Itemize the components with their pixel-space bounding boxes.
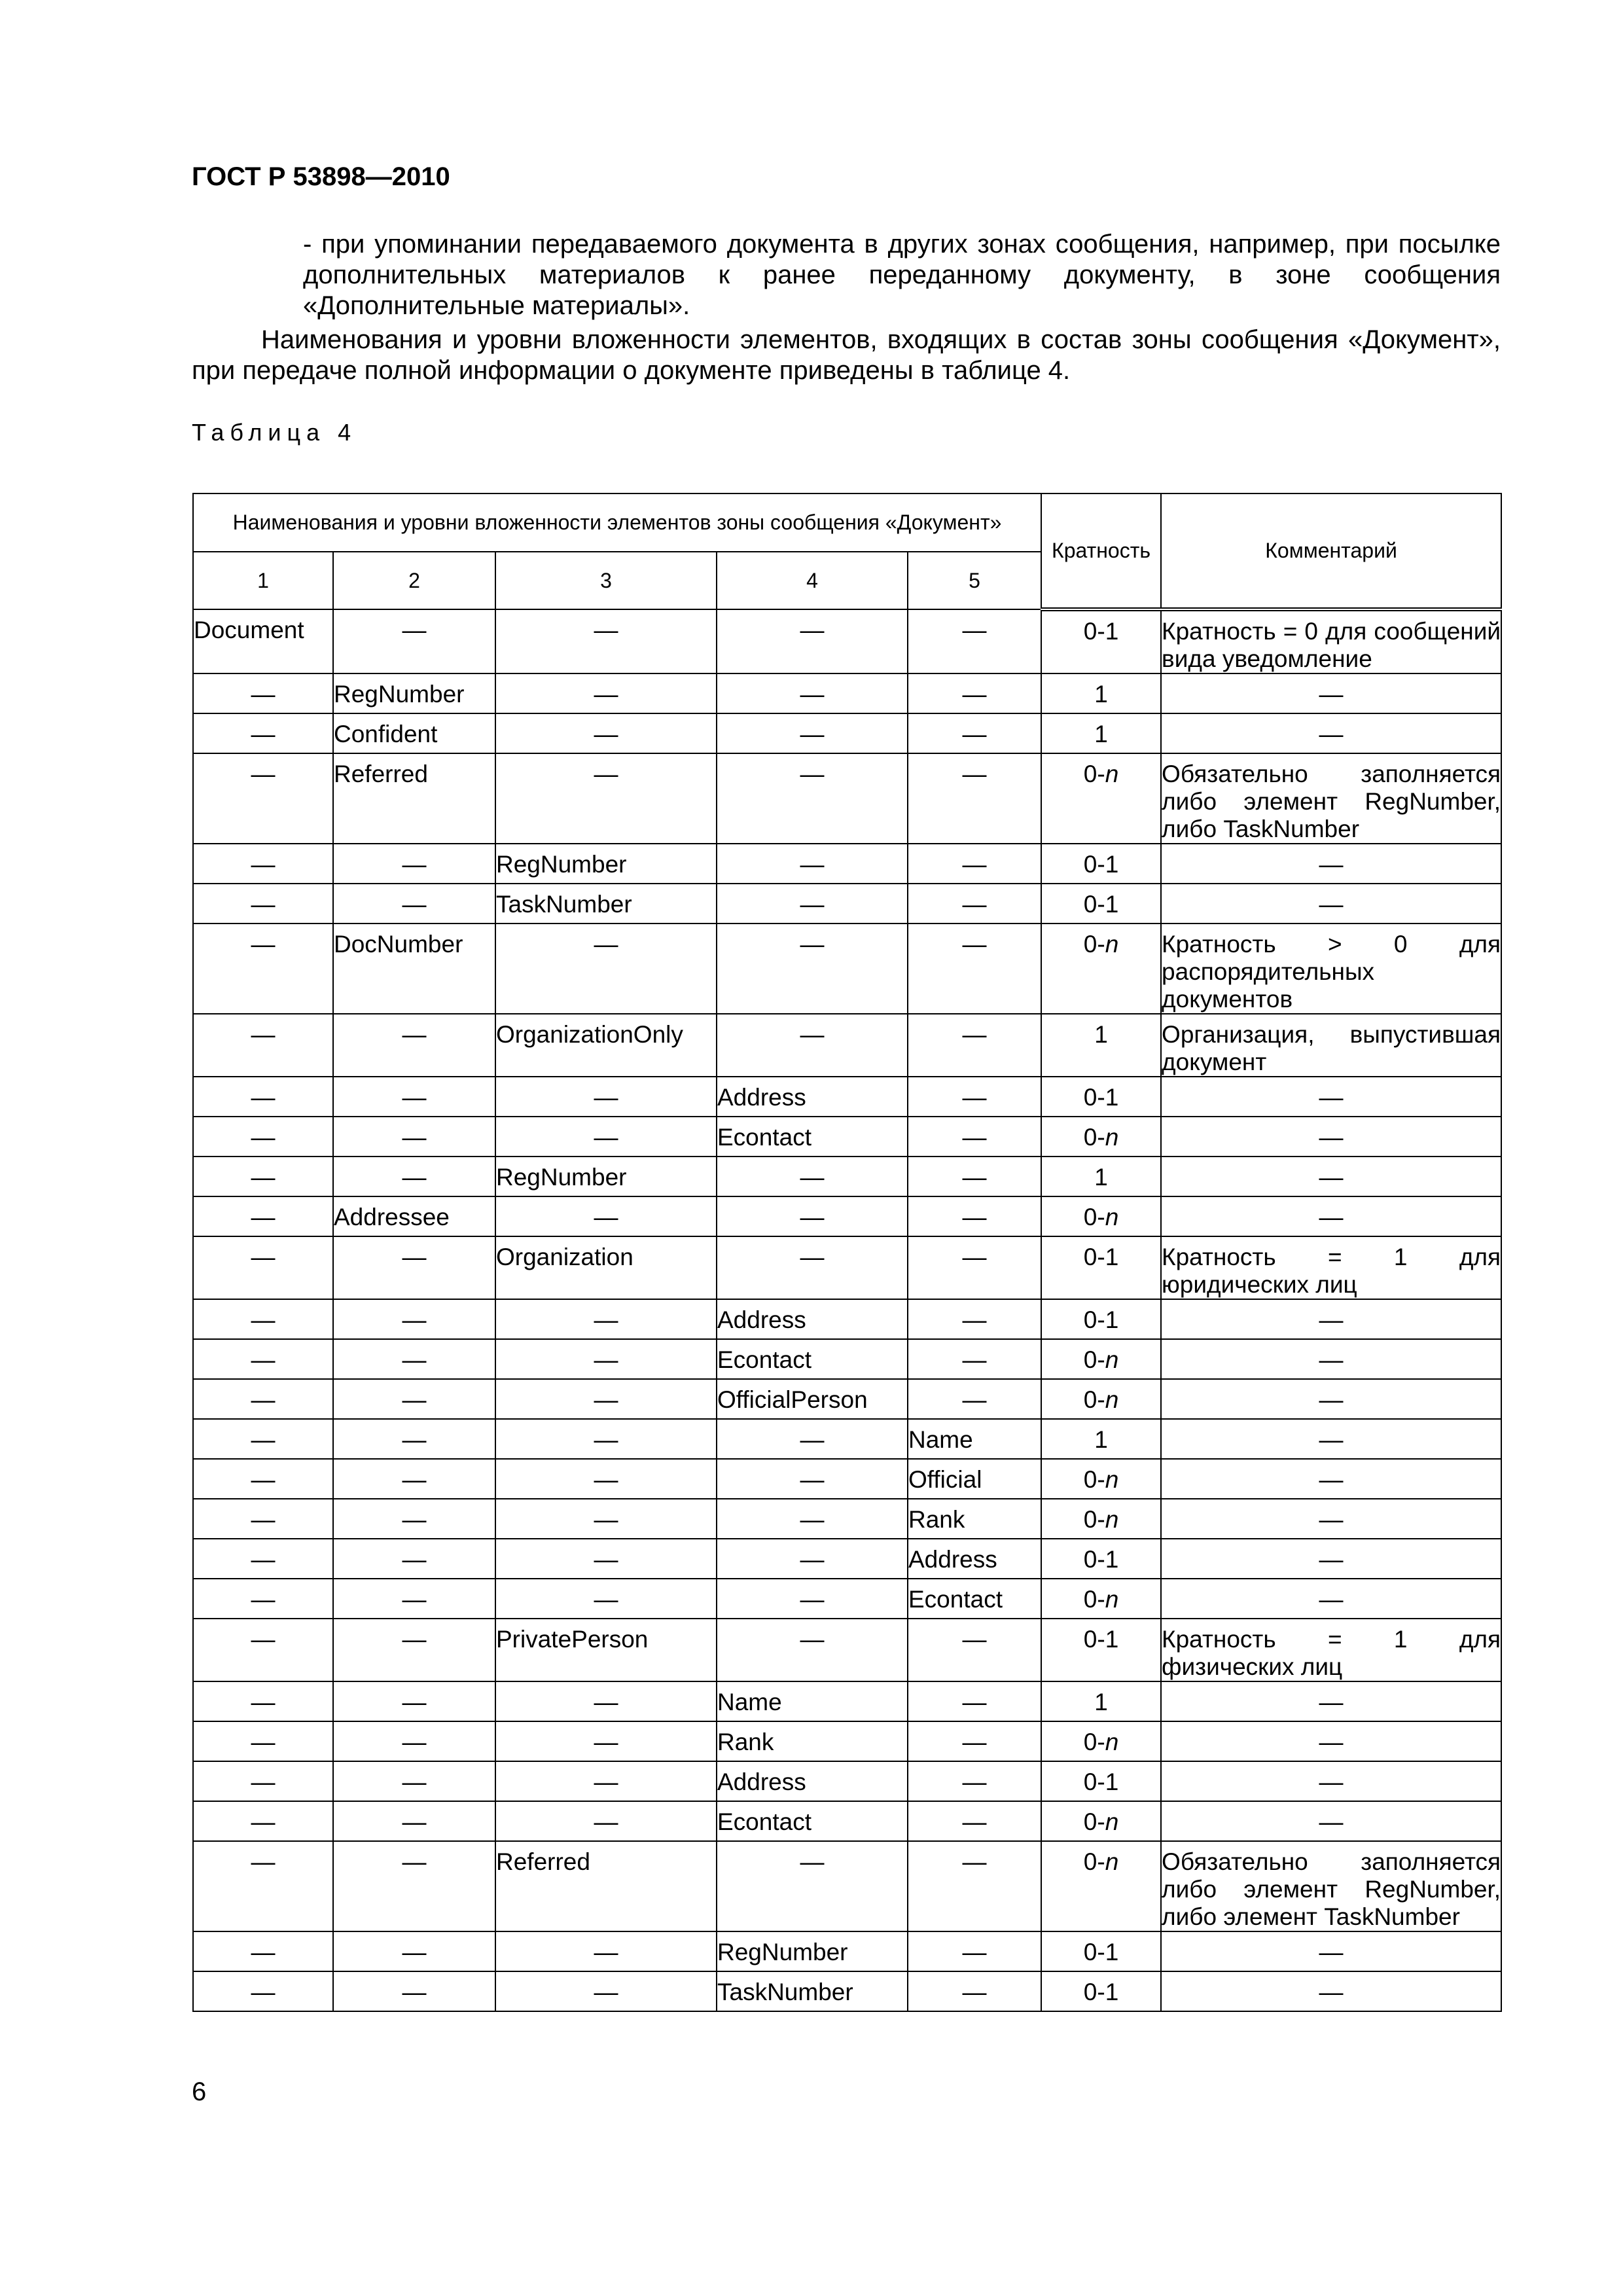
- dash-cell: —: [333, 609, 495, 673]
- table-row: [193, 1014, 1501, 1077]
- table-row: [193, 1117, 1501, 1157]
- element-name: TaskNumber: [495, 884, 717, 924]
- comment-cell: —: [1161, 1157, 1501, 1196]
- dash-cell: —: [908, 1619, 1041, 1681]
- dash-cell: —: [495, 1379, 717, 1419]
- dash-cell: —: [333, 1157, 495, 1196]
- table-row: [193, 1801, 1501, 1841]
- dash-cell: —: [193, 673, 333, 713]
- multiplicity-cell: 1: [1041, 713, 1161, 753]
- dash-cell: —: [193, 1931, 333, 1971]
- dash-cell: —: [333, 1721, 495, 1761]
- multiplicity-cell: 0-n: [1041, 1499, 1161, 1539]
- dash-cell: —: [495, 1419, 717, 1459]
- table-row: [193, 1236, 1501, 1299]
- element-name: Rank: [717, 1721, 908, 1761]
- dash-cell: —: [908, 1721, 1041, 1761]
- table-row: [193, 609, 1501, 673]
- comment-cell: —: [1161, 673, 1501, 713]
- element-name: Addressee: [333, 1196, 495, 1236]
- dash-cell: —: [333, 1761, 495, 1801]
- dash-cell: —: [333, 1801, 495, 1841]
- element-name: OrganizationOnly: [495, 1014, 717, 1077]
- table-row: [193, 1196, 1501, 1236]
- dash-cell: —: [193, 1721, 333, 1761]
- dash-cell: —: [717, 673, 908, 713]
- dash-cell: —: [908, 1014, 1041, 1077]
- table-row: [193, 1499, 1501, 1539]
- element-name: Address: [908, 1539, 1041, 1579]
- comment-cell: —: [1161, 713, 1501, 753]
- multiplicity-cell: 0-n: [1041, 1379, 1161, 1419]
- element-name: RegNumber: [495, 844, 717, 884]
- dash-cell: —: [193, 924, 333, 1014]
- dash-cell: —: [495, 1971, 717, 2011]
- dash-cell: —: [193, 1579, 333, 1619]
- dash-cell: —: [908, 1761, 1041, 1801]
- dash-cell: —: [333, 1971, 495, 2011]
- table-row: [193, 1379, 1501, 1419]
- multiplicity-cell: 1: [1041, 1419, 1161, 1459]
- multiplicity-header: Кратность: [1041, 493, 1161, 609]
- dash-cell: —: [193, 1117, 333, 1157]
- dash-cell: —: [193, 1236, 333, 1299]
- comment-cell: —: [1161, 1459, 1501, 1499]
- dash-cell: —: [908, 1157, 1041, 1196]
- dash-cell: —: [908, 1801, 1041, 1841]
- element-name: Name: [908, 1419, 1041, 1459]
- dash-cell: —: [495, 1681, 717, 1721]
- multiplicity-cell: 0-n: [1041, 924, 1161, 1014]
- dash-cell: —: [193, 713, 333, 753]
- comment-cell: Организация, выпустившая документ: [1161, 1014, 1501, 1077]
- comment-cell: —: [1161, 1579, 1501, 1619]
- multiplicity-cell: 0-n: [1041, 1579, 1161, 1619]
- comment-header: Комментарий: [1161, 493, 1501, 609]
- dash-cell: —: [193, 1157, 333, 1196]
- element-name: Document: [193, 609, 333, 673]
- dash-cell: —: [717, 1619, 908, 1681]
- group-header: Наименования и уровни вложенности элементов зоны сообщения «Документ»: [193, 493, 1041, 552]
- multiplicity-cell: 0-1: [1041, 844, 1161, 884]
- dash-cell: —: [193, 753, 333, 844]
- element-name: Econtact: [717, 1801, 908, 1841]
- dash-cell: —: [333, 1499, 495, 1539]
- dash-cell: —: [333, 1539, 495, 1579]
- dash-cell: —: [717, 844, 908, 884]
- dash-cell: —: [193, 1299, 333, 1339]
- table-row: [193, 1681, 1501, 1721]
- comment-cell: Обязательно заполняется либо элемент RegNumber, либо элемент TaskNumber: [1161, 1841, 1501, 1931]
- dash-cell: —: [495, 1196, 717, 1236]
- multiplicity-cell: 0-1: [1041, 884, 1161, 924]
- comment-cell: —: [1161, 1681, 1501, 1721]
- table-row: [193, 1619, 1501, 1681]
- multiplicity-cell: 0-n: [1041, 1196, 1161, 1236]
- dash-cell: —: [717, 713, 908, 753]
- dash-cell: —: [193, 1539, 333, 1579]
- element-name: Name: [717, 1681, 908, 1721]
- multiplicity-cell: 0-n: [1041, 1801, 1161, 1841]
- multiplicity-cell: 1: [1041, 1681, 1161, 1721]
- page-number: 6: [192, 2077, 207, 2106]
- table-row: [193, 1539, 1501, 1579]
- dash-cell: —: [495, 1801, 717, 1841]
- dash-cell: —: [717, 1236, 908, 1299]
- comment-cell: Кратность = 1 для юридических лиц: [1161, 1236, 1501, 1299]
- dash-cell: —: [495, 673, 717, 713]
- dash-cell: —: [193, 1971, 333, 2011]
- comment-cell: —: [1161, 1339, 1501, 1379]
- element-name: RegNumber: [333, 673, 495, 713]
- comment-cell: —: [1161, 1379, 1501, 1419]
- dash-cell: —: [333, 1117, 495, 1157]
- dash-cell: —: [333, 1931, 495, 1971]
- multiplicity-cell: 1: [1041, 1157, 1161, 1196]
- multiplicity-cell: 0-n: [1041, 1721, 1161, 1761]
- multiplicity-cell: 0-n: [1041, 1117, 1161, 1157]
- dash-cell: —: [193, 844, 333, 884]
- dash-cell: —: [717, 1499, 908, 1539]
- table-row: [193, 713, 1501, 753]
- table-row: [193, 884, 1501, 924]
- table-row: [193, 1299, 1501, 1339]
- dash-cell: —: [495, 1299, 717, 1339]
- multiplicity-cell: 0-n: [1041, 1339, 1161, 1379]
- multiplicity-cell: 0-n: [1041, 1841, 1161, 1931]
- dash-cell: —: [908, 884, 1041, 924]
- table-row: [193, 1339, 1501, 1379]
- dash-cell: —: [495, 1579, 717, 1619]
- element-name: Econtact: [717, 1339, 908, 1379]
- multiplicity-cell: 0-n: [1041, 1459, 1161, 1499]
- dash-cell: —: [333, 1579, 495, 1619]
- dash-cell: —: [908, 1379, 1041, 1419]
- dash-cell: —: [717, 1579, 908, 1619]
- table-row: [193, 1931, 1501, 1971]
- dash-cell: —: [717, 609, 908, 673]
- dash-cell: —: [908, 1299, 1041, 1339]
- table-row: [193, 844, 1501, 884]
- dash-cell: —: [333, 1379, 495, 1419]
- table-row: [193, 1579, 1501, 1619]
- element-name: Econtact: [908, 1579, 1041, 1619]
- dash-cell: —: [495, 753, 717, 844]
- dash-cell: —: [717, 924, 908, 1014]
- bullet-paragraph: - при упоминании передаваемого документа в других зонах сообщения, например, при посылке дополнительных материалов к ранее переданному документу, в зоне сообщения «Дополнительные материалы».: [303, 230, 1501, 320]
- dash-cell: —: [495, 713, 717, 753]
- dash-cell: —: [717, 1841, 908, 1931]
- dash-cell: —: [333, 884, 495, 924]
- table-caption: Таблица 4: [192, 419, 357, 446]
- dash-cell: —: [333, 1014, 495, 1077]
- multiplicity-cell: 0-1: [1041, 1971, 1161, 2011]
- dash-cell: —: [193, 1761, 333, 1801]
- table-row: [193, 1761, 1501, 1801]
- dash-cell: —: [908, 753, 1041, 844]
- level-header-1: 1: [193, 552, 333, 609]
- element-name: PrivatePerson: [495, 1619, 717, 1681]
- multiplicity-cell: 0-1: [1041, 1931, 1161, 1971]
- comment-cell: —: [1161, 1971, 1501, 2011]
- comment-cell: Кратность = 1 для физических лиц: [1161, 1619, 1501, 1681]
- dash-cell: —: [908, 713, 1041, 753]
- element-name: Referred: [333, 753, 495, 844]
- element-name: TaskNumber: [717, 1971, 908, 2011]
- dash-cell: —: [193, 1681, 333, 1721]
- dash-cell: —: [193, 1196, 333, 1236]
- dash-cell: —: [193, 1459, 333, 1499]
- multiplicity-cell: 0-n: [1041, 753, 1161, 844]
- comment-cell: —: [1161, 1761, 1501, 1801]
- comment-cell: —: [1161, 1196, 1501, 1236]
- dash-cell: —: [717, 1539, 908, 1579]
- dash-cell: —: [333, 1339, 495, 1379]
- multiplicity-cell: 0-1: [1041, 609, 1161, 673]
- table-row: [193, 1157, 1501, 1196]
- comment-cell: —: [1161, 1931, 1501, 1971]
- element-name: RegNumber: [717, 1931, 908, 1971]
- table-row: [193, 924, 1501, 1014]
- table-row: [193, 1459, 1501, 1499]
- element-name: RegNumber: [495, 1157, 717, 1196]
- table-body: [193, 609, 1501, 2011]
- comment-cell: —: [1161, 1721, 1501, 1761]
- elements-table: [192, 493, 1502, 2012]
- dash-cell: —: [908, 1339, 1041, 1379]
- dash-cell: —: [193, 1339, 333, 1379]
- dash-cell: —: [333, 1077, 495, 1117]
- table-row: [193, 1419, 1501, 1459]
- dash-cell: —: [495, 1117, 717, 1157]
- document-header: ГОСТ Р 53898—2010: [192, 162, 450, 191]
- table-row: [193, 1077, 1501, 1117]
- dash-cell: —: [333, 1459, 495, 1499]
- dash-cell: —: [495, 1931, 717, 1971]
- level-header-2: 2: [333, 552, 495, 609]
- dash-cell: —: [193, 1801, 333, 1841]
- table-row: [193, 1721, 1501, 1761]
- table-row: [193, 1841, 1501, 1931]
- dash-cell: —: [495, 1721, 717, 1761]
- dash-cell: —: [193, 1619, 333, 1681]
- dash-cell: —: [495, 1539, 717, 1579]
- dash-cell: —: [333, 1841, 495, 1931]
- multiplicity-cell: 0-1: [1041, 1236, 1161, 1299]
- dash-cell: —: [908, 1931, 1041, 1971]
- multiplicity-cell: 1: [1041, 673, 1161, 713]
- dash-cell: —: [333, 844, 495, 884]
- element-name: OfficialPerson: [717, 1379, 908, 1419]
- element-name: Rank: [908, 1499, 1041, 1539]
- dash-cell: —: [908, 1117, 1041, 1157]
- dash-cell: —: [908, 609, 1041, 673]
- table-row: [193, 1971, 1501, 2011]
- dash-cell: —: [908, 673, 1041, 713]
- comment-cell: Кратность > 0 для распорядительных документов: [1161, 924, 1501, 1014]
- element-name: Address: [717, 1761, 908, 1801]
- dash-cell: —: [908, 1971, 1041, 2011]
- dash-cell: —: [717, 753, 908, 844]
- dash-cell: —: [717, 1419, 908, 1459]
- dash-cell: —: [495, 1339, 717, 1379]
- comment-cell: —: [1161, 1539, 1501, 1579]
- dash-cell: —: [908, 1196, 1041, 1236]
- comment-cell: —: [1161, 1299, 1501, 1339]
- dash-cell: —: [495, 1077, 717, 1117]
- dash-cell: —: [193, 1077, 333, 1117]
- dash-cell: —: [193, 884, 333, 924]
- dash-cell: —: [908, 1681, 1041, 1721]
- comment-cell: Обязательно заполняется либо элемент RegNumber, либо TaskNumber: [1161, 753, 1501, 844]
- dash-cell: —: [193, 1841, 333, 1931]
- dash-cell: —: [717, 1459, 908, 1499]
- element-name: Econtact: [717, 1117, 908, 1157]
- dash-cell: —: [333, 1619, 495, 1681]
- level-header-5: 5: [908, 552, 1041, 609]
- dash-cell: —: [193, 1419, 333, 1459]
- multiplicity-cell: 0-1: [1041, 1761, 1161, 1801]
- dash-cell: —: [193, 1014, 333, 1077]
- dash-cell: —: [908, 844, 1041, 884]
- comment-cell: Кратность = 0 для сообщений вида уведомление: [1161, 609, 1501, 673]
- dash-cell: —: [908, 1236, 1041, 1299]
- level-header-3: 3: [495, 552, 717, 609]
- element-name: Address: [717, 1299, 908, 1339]
- element-name: DocNumber: [333, 924, 495, 1014]
- dash-cell: —: [717, 1014, 908, 1077]
- multiplicity-cell: 0-1: [1041, 1299, 1161, 1339]
- dash-cell: —: [717, 884, 908, 924]
- element-name: Referred: [495, 1841, 717, 1931]
- multiplicity-cell: 0-1: [1041, 1539, 1161, 1579]
- dash-cell: —: [495, 1761, 717, 1801]
- dash-cell: —: [717, 1157, 908, 1196]
- comment-cell: —: [1161, 1077, 1501, 1117]
- multiplicity-cell: 1: [1041, 1014, 1161, 1077]
- table-row: [193, 753, 1501, 844]
- comment-cell: —: [1161, 1499, 1501, 1539]
- table-row: [193, 673, 1501, 713]
- comment-cell: —: [1161, 1117, 1501, 1157]
- dash-cell: —: [333, 1299, 495, 1339]
- comment-cell: —: [1161, 844, 1501, 884]
- comment-cell: —: [1161, 884, 1501, 924]
- dash-cell: —: [908, 1841, 1041, 1931]
- dash-cell: —: [333, 1236, 495, 1299]
- dash-cell: —: [495, 609, 717, 673]
- element-name: Organization: [495, 1236, 717, 1299]
- dash-cell: —: [495, 924, 717, 1014]
- level-header-4: 4: [717, 552, 908, 609]
- main-paragraph: Наименования и уровни вложенности элементов, входящих в состав зоны сообщения «Документ», при передаче полной информации о документе приведены в таблице 4.: [192, 325, 1501, 385]
- dash-cell: —: [908, 924, 1041, 1014]
- dash-cell: —: [495, 1499, 717, 1539]
- dash-cell: —: [717, 1196, 908, 1236]
- comment-cell: —: [1161, 1801, 1501, 1841]
- dash-cell: —: [333, 1681, 495, 1721]
- element-name: Official: [908, 1459, 1041, 1499]
- dash-cell: —: [495, 1459, 717, 1499]
- dash-cell: —: [333, 1419, 495, 1459]
- element-name: Confident: [333, 713, 495, 753]
- dash-cell: —: [193, 1499, 333, 1539]
- multiplicity-cell: 0-1: [1041, 1077, 1161, 1117]
- element-name: Address: [717, 1077, 908, 1117]
- multiplicity-cell: 0-1: [1041, 1619, 1161, 1681]
- dash-cell: —: [908, 1077, 1041, 1117]
- comment-cell: —: [1161, 1419, 1501, 1459]
- dash-cell: —: [193, 1379, 333, 1419]
